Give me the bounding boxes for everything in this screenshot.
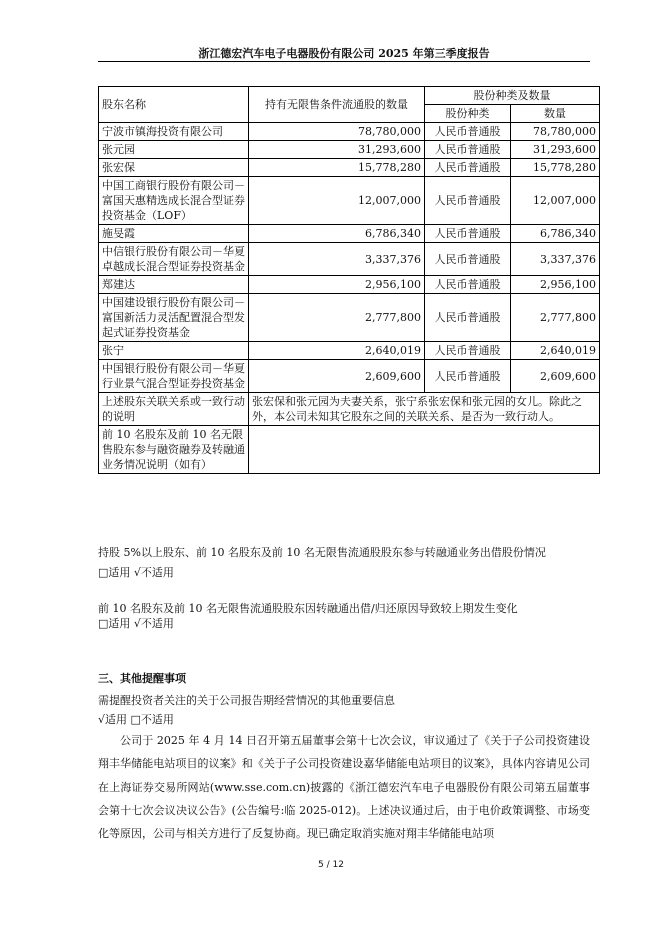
holder-qty: 12,007,000 xyxy=(249,177,425,225)
lending-title: 持股 5%以上股东、前 10 名股东及前 10 名无限售流通股股东参与转融通业务出借股份情况 xyxy=(98,546,546,559)
report-header: 浙江德宏汽车电子电器股份有限公司 2025 年第三季度报告 xyxy=(198,47,490,60)
relation-label: 上述股东关联关系或一致行动的说明 xyxy=(99,393,249,426)
col-qty-header: 持有无限售条件流通股的数量 xyxy=(249,87,425,123)
holder-name: 郑建达 xyxy=(99,276,249,294)
share-num: 15,778,280 xyxy=(511,159,600,177)
section-options: √适用 □不适用 xyxy=(98,713,174,726)
holder-qty: 6,786,340 xyxy=(249,225,425,243)
share-type: 人民币普通股 xyxy=(425,141,511,159)
holder-qty: 2,956,100 xyxy=(249,276,425,294)
share-num: 6,786,340 xyxy=(511,225,600,243)
change-title: 前 10 名股东及前 10 名无限售流通股股东因转融通出借/归还原因导致较上期发生变化 xyxy=(98,602,518,615)
share-type: 人民币普通股 xyxy=(425,342,511,360)
share-type: 人民币普通股 xyxy=(425,225,511,243)
section-title: 三、其他提醒事项 xyxy=(98,672,186,685)
margin-label: 前 10 名股东及前 10 名无限售股东参与融资融券及转融通业务情况说明（如有） xyxy=(99,426,249,474)
section-intro: 需提醒投资者关注的关于公司报告期经营情况的其他重要信息 xyxy=(98,694,395,707)
col-name-header: 股东名称 xyxy=(99,87,249,123)
table-row xyxy=(99,360,600,393)
share-num: 2,640,019 xyxy=(511,342,600,360)
table-row xyxy=(99,342,600,360)
col-group-header: 股份种类及数量 xyxy=(425,87,600,105)
holder-name: 宁波市镇海投资有限公司 xyxy=(99,123,249,141)
share-type: 人民币普通股 xyxy=(425,123,511,141)
header-divider xyxy=(98,61,590,62)
holder-name: 中信银行股份有限公司－华夏卓越成长混合型证券投资基金 xyxy=(99,243,249,276)
holder-name: 张宁 xyxy=(99,342,249,360)
holder-name: 张宏保 xyxy=(99,159,249,177)
table-row xyxy=(99,225,600,243)
share-type: 人民币普通股 xyxy=(425,360,511,393)
change-options: □适用 √不适用 xyxy=(98,617,174,630)
table-row xyxy=(99,141,600,159)
page-number: 5 / 12 xyxy=(318,860,344,870)
table-row xyxy=(99,294,600,342)
table-row xyxy=(99,177,600,225)
col-type-header: 股份种类 xyxy=(425,105,511,123)
holder-qty: 3,337,376 xyxy=(249,243,425,276)
holder-name: 张元园 xyxy=(99,141,249,159)
share-num: 3,337,376 xyxy=(511,243,600,276)
section-paragraph: 公司于 2025 年 4 月 14 日召开第五届董事会第十七次会议，审议通过了《关于子公司投资建设翔丰华储能电站项目的议案》和《关于子公司投资建设嘉华储能电站项目的议案》，具体内容请见公司在上海证券交易所网站(www.sse.com.cn)披露的《浙江德宏汽车电子电器股份有限公司第五届董事会第十七次会议决议公告》(公告编号:临 2025-012)。上述决议通过后，由于电价政策调整、市场变化等原因，公司与相关方进行了反复协商。现已确定取消实施对翔丰华储能电站项 xyxy=(98,734,590,841)
table-header-row xyxy=(99,87,600,105)
share-type: 人民币普通股 xyxy=(425,294,511,342)
relation-text: 张宏保和张元园为夫妻关系，张宁系张宏保和张元园的女儿。除此之外，本公司未知其它股东之间的关联关系、是否为一致行动人。 xyxy=(249,393,600,426)
holder-qty: 78,780,000 xyxy=(249,123,425,141)
share-type: 人民币普通股 xyxy=(425,243,511,276)
share-type: 人民币普通股 xyxy=(425,177,511,225)
col-num-header: 数量 xyxy=(511,105,600,123)
margin-row xyxy=(99,426,600,474)
holder-qty: 15,778,280 xyxy=(249,159,425,177)
margin-text xyxy=(249,426,600,474)
holder-qty: 2,640,019 xyxy=(249,342,425,360)
share-num: 12,007,000 xyxy=(511,177,600,225)
holder-name: 中国工商银行股份有限公司－富国天惠精选成长混合型证券投资基金（LOF） xyxy=(99,177,249,225)
holder-qty: 31,293,600 xyxy=(249,141,425,159)
lending-options: □适用 √不适用 xyxy=(98,566,174,579)
share-num: 78,780,000 xyxy=(511,123,600,141)
share-num: 2,777,800 xyxy=(511,294,600,342)
holder-qty: 2,777,800 xyxy=(249,294,425,342)
table-row xyxy=(99,123,600,141)
share-type: 人民币普通股 xyxy=(425,276,511,294)
table-row xyxy=(99,276,600,294)
table-row xyxy=(99,159,600,177)
table-row xyxy=(99,243,600,276)
share-num: 2,609,600 xyxy=(511,360,600,393)
share-num: 2,956,100 xyxy=(511,276,600,294)
holder-qty: 2,609,600 xyxy=(249,360,425,393)
shareholder-table xyxy=(98,86,600,474)
share-num: 31,293,600 xyxy=(511,141,600,159)
relation-row xyxy=(99,393,600,426)
holder-name: 施旻霞 xyxy=(99,225,249,243)
holder-name: 中国建设银行股份有限公司－富国新活力灵活配置混合型发起式证券投资基金 xyxy=(99,294,249,342)
share-type: 人民币普通股 xyxy=(425,159,511,177)
holder-name: 中国银行股份有限公司－华夏行业景气混合型证券投资基金 xyxy=(99,360,249,393)
